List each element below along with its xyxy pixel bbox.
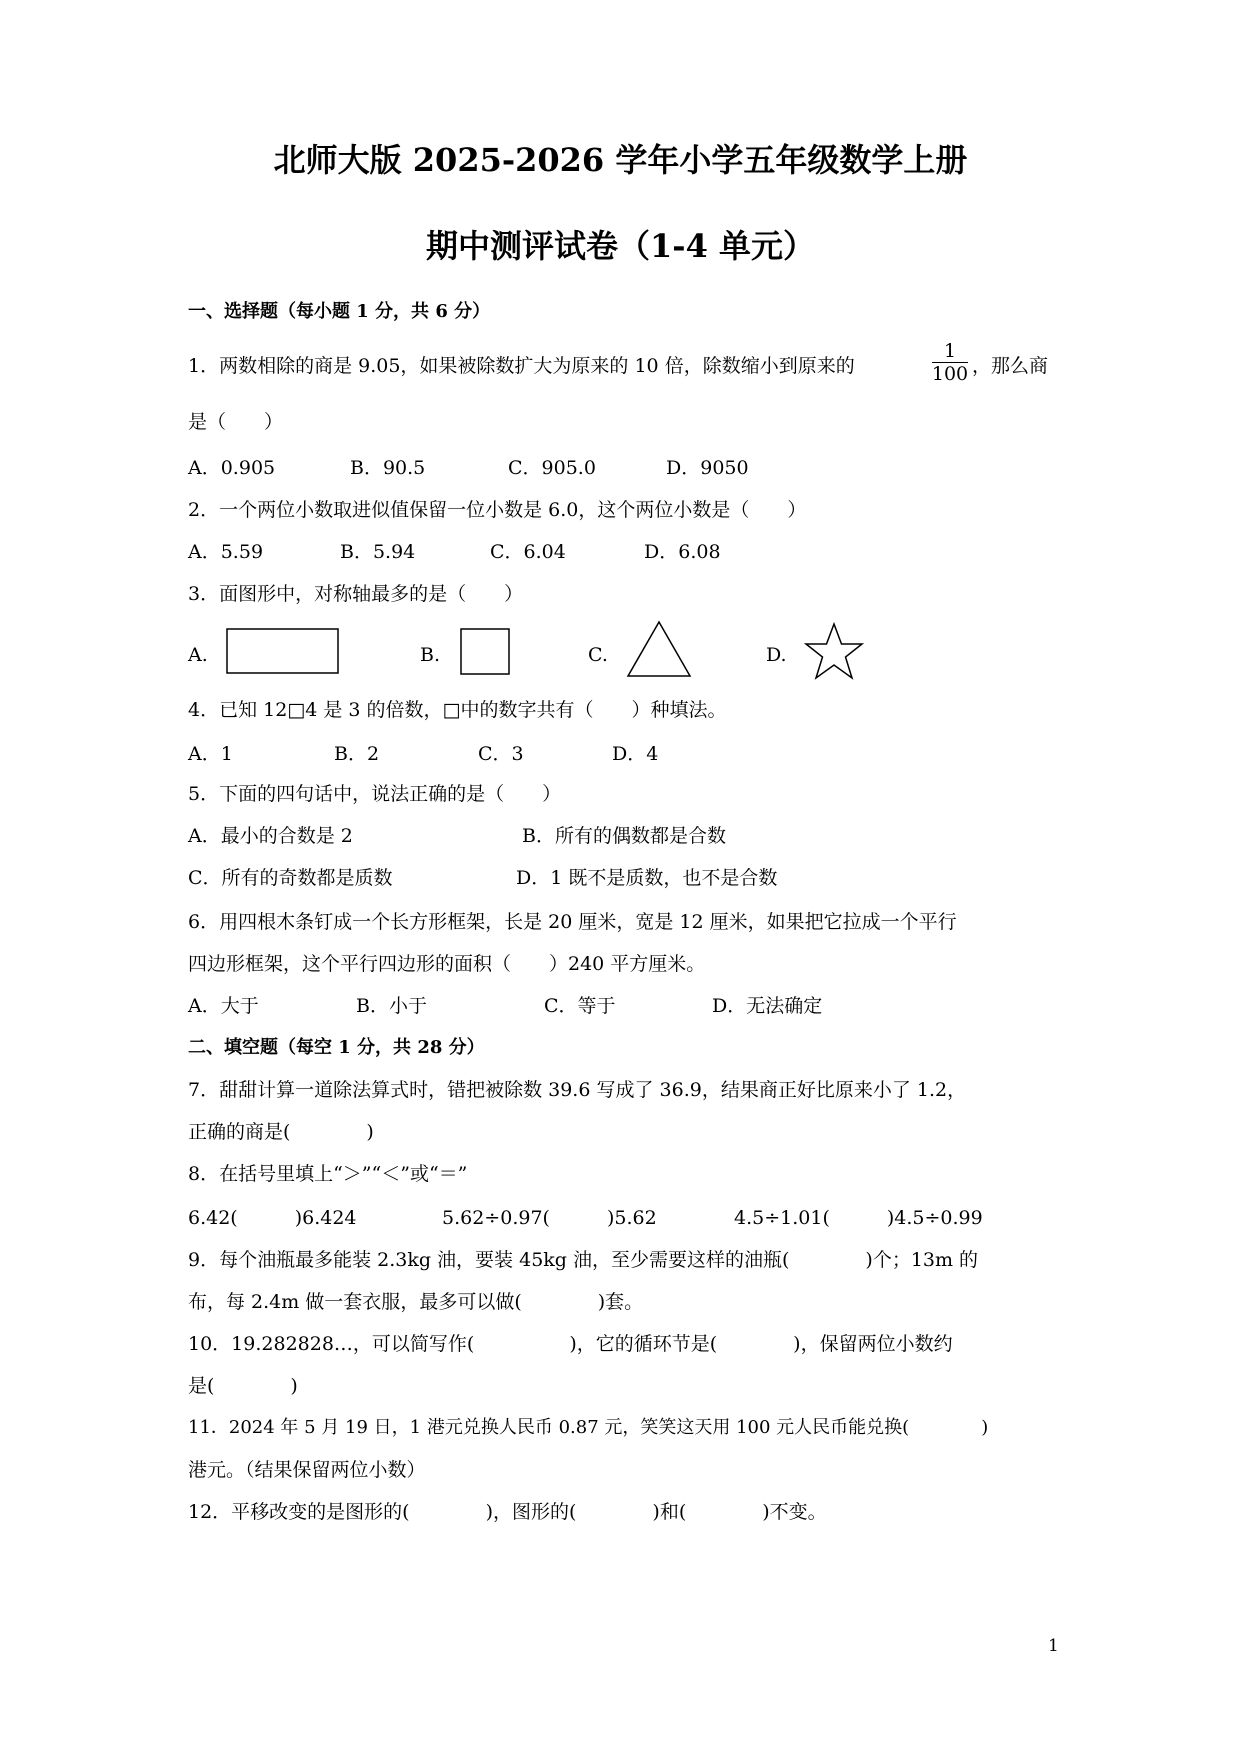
q1-option-d: D．9050 [666,457,749,479]
question-9-line2: 布，每 2.4m 做一套衣服，最多可以做( )套。 [188,1291,644,1313]
fraction-numerator: 1 [943,340,957,362]
q6-option-b: B．小于 [356,995,427,1017]
q5-option-d: D．1 既不是质数，也不是合数 [516,867,778,889]
question-5: 5．下面的四句话中，说法正确的是（ ） [188,783,562,805]
question-10-line2: 是( ) [188,1375,298,1397]
q4-option-d: D．4 [612,743,659,765]
q4-option-c: C．3 [478,743,524,765]
question-8-line1: 8．在括号里填上“＞”“＜”或“＝” [188,1163,468,1185]
question-10-line1: 10．19.282828…，可以简写作( )，它的循环节是( )，保留两位小数约 [188,1333,953,1355]
q5-option-c: C．所有的奇数都是质数 [188,867,393,889]
question-11-line1: 11．2024 年 5 月 19 日，1 港元兑换人民币 0.87 元，笑笑这天用 100 元人民币能兑换( ) [188,1417,989,1438]
q2-option-a: A．5.59 [188,541,264,563]
question-7-line2: 正确的商是( ) [188,1121,374,1143]
question-1-line2: 是（ ） [188,411,284,433]
q4-option-b: B．2 [334,743,380,765]
square-shape [460,628,512,676]
q5-option-b: B．所有的偶数都是合数 [522,825,726,847]
q6-option-a: A．大于 [188,995,259,1017]
q2-option-d: D．6.08 [644,541,721,563]
question-1-line1 [188,354,855,378]
q3-option-d: D. [766,644,787,666]
page-title: 北师大版 2025-2026 学年小学五年级数学上册 [273,141,968,179]
q3-option-c: C. [588,644,608,666]
page-number: 1 [1048,1636,1059,1656]
q4-option-a: A．1 [188,743,233,765]
question-12-line1: 12．平移改变的是图形的( )，图形的( )和( )不变。 [188,1501,827,1523]
question-9-line1: 9．每个油瓶最多能装 2.3kg 油，要装 45kg 油，至少需要这样的油瓶( )个；13m 的 [188,1249,979,1271]
q2-option-c: C．6.04 [490,541,566,563]
q5-option-a: A．最小的合数是 2 [188,825,353,847]
fraction-one-hundredth [930,340,970,385]
q1-option-c: C．905.0 [508,457,596,479]
question-11-line2: 港元。（结果保留两位小数） [188,1459,426,1481]
star-shape [802,622,866,682]
page-subtitle: 期中测评试卷（1-4 单元） [426,227,815,265]
q1-option-b: B．90.5 [350,457,426,479]
question-4: 4．已知 12□4 是 3 的倍数，□中的数字共有（ ）种填法。 [188,699,727,721]
question-3: 3．面图形中，对称轴最多的是（ ） [188,583,524,605]
rectangle-shape [226,628,340,676]
q8-item-2: 5.62÷0.97( )5.62 [442,1207,657,1229]
q8-item-3: 4.5÷1.01( )4.5÷0.99 [734,1207,983,1229]
q6-option-c: C．等于 [544,995,616,1017]
q2-option-b: B．5.94 [340,541,416,563]
q3-option-a: A. [188,644,208,666]
section-heading-choice: 一、选择题（每小题 1 分，共 6 分） [188,301,491,322]
fraction-denominator: 100 [931,363,969,385]
question-1-text-b: ，那么商 [972,355,1049,377]
triangle-shape [626,620,692,678]
q3-option-b: B. [420,644,441,666]
q6-option-d: D．无法确定 [712,995,823,1017]
question-7-line1: 7．甜甜计算一道除法算式时，错把被除数 39.6 写成了 36.9，结果商正好比原来小了 1.2， [188,1079,967,1101]
question-1-text-a: 1．两数相除的商是 9.05，如果被除数扩大为原来的 10 倍，除数缩小到原来的 [188,355,855,377]
section-heading-fill: 二、填空题（每空 1 分，共 28 分） [188,1037,485,1058]
question-6-line2: 四边形框架，这个平行四边形的面积（ ）240 平方厘米。 [188,953,706,975]
q1-option-a: A．0.905 [188,457,276,479]
question-2: 2．一个两位小数取进似值保留一位小数是 6.0，这个两位小数是（ ） [188,499,807,521]
q8-item-1: 6.42( )6.424 [188,1207,357,1229]
question-6-line1: 6．用四根木条钉成一个长方形框架，长是 20 厘米，宽是 12 厘米，如果把它拉成一个平行 [188,911,957,933]
